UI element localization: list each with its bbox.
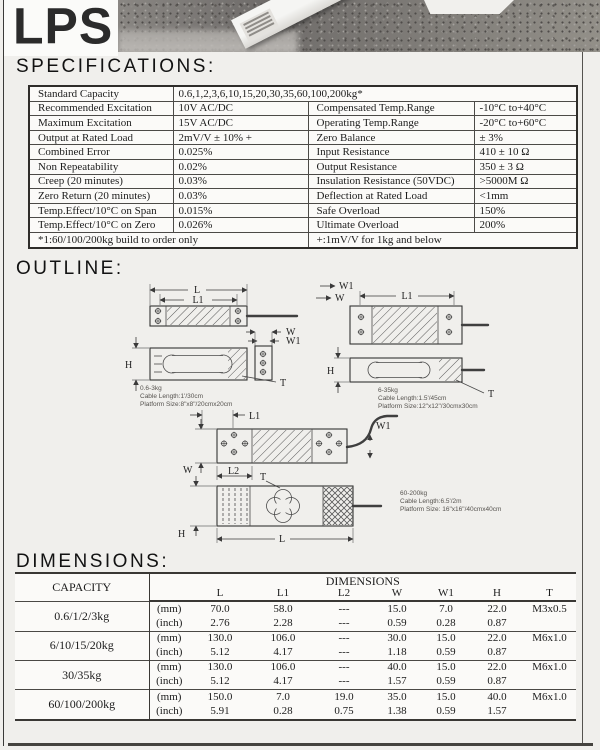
table-row xyxy=(15,601,576,616)
specifications-table xyxy=(28,85,578,249)
dim-label-W: W xyxy=(183,465,193,476)
caption-cable: Cable Length:1.5'/45cm xyxy=(378,395,447,402)
dim-label-H: H xyxy=(327,366,335,377)
capacity-cell: 60/100/200kg xyxy=(15,690,149,720)
caption-cable: Cable Length:1'/30cm xyxy=(140,393,204,400)
thread-cell: M6x1.0 xyxy=(523,690,576,705)
spec-label: Ultimate Overload xyxy=(308,218,474,233)
spec-value: 0.6,1,2,3,6,10,15,20,30,35,60,100,200kg* xyxy=(173,86,577,101)
product-photo xyxy=(118,0,600,52)
dim-value-inch: --- xyxy=(338,675,350,688)
page-border-left xyxy=(3,0,4,746)
dim-value-mm: 15.0 xyxy=(421,660,471,675)
table-row xyxy=(29,86,577,101)
dim-value-inch: 1.57 xyxy=(387,675,407,688)
thread-cell-empty xyxy=(523,646,576,661)
dim-label-T: T xyxy=(488,389,495,400)
table-row xyxy=(29,174,577,189)
spec-footnote-left: *1:60/100/200kg build to order only xyxy=(29,232,308,247)
table-row xyxy=(29,130,577,145)
unit-column-header xyxy=(149,588,189,601)
table-row xyxy=(29,159,577,174)
dim-value-mm: 106.0 xyxy=(251,631,315,646)
spec-value: 0.015% xyxy=(173,203,308,218)
caption-platform: Platform Size:12"x12"/30cmx30cm xyxy=(378,403,478,410)
dim-value-inch: 0.59 xyxy=(436,704,456,717)
dim-value-inch: 0.59 xyxy=(387,616,407,629)
caption-large-capacity xyxy=(400,490,501,513)
caption-range: 60-200kg xyxy=(400,490,428,497)
dim-value-inch: 5.12 xyxy=(210,646,230,659)
spec-value: 200% xyxy=(474,218,577,233)
dimensions-heading: DIMENSIONS: xyxy=(16,551,170,572)
spec-value: 2mV/V ± 10% + xyxy=(173,130,308,145)
dim-value-mm: 22.0 xyxy=(471,631,523,646)
dim-value-inch: --- xyxy=(338,616,350,629)
spec-label: Non Repeatability xyxy=(29,159,173,174)
dim-label-L2: L2 xyxy=(228,466,240,477)
spec-label: Input Resistance xyxy=(308,145,474,160)
spec-value: 410 ± 10 Ω xyxy=(474,145,577,160)
spec-value: >5000M Ω xyxy=(474,174,577,189)
unit-cell: (inch) xyxy=(156,646,183,659)
loadcell-photo-image xyxy=(231,0,381,49)
table-row xyxy=(29,116,577,131)
thread-cell: M3x0.5 xyxy=(523,601,576,616)
dim-value-inch: 0.75 xyxy=(334,704,354,717)
spec-label: Temp.Effect/10°C on Zero xyxy=(29,218,173,233)
spec-label: Output at Rated Load xyxy=(29,130,173,145)
col-header-L1: L1 xyxy=(251,588,315,601)
dim-table-head xyxy=(15,573,576,601)
dim-value-mm: 150.0 xyxy=(189,690,251,705)
dim-label-L1: L1 xyxy=(401,291,413,302)
spec-label: Zero Balance xyxy=(308,130,474,145)
spec-label: Operating Temp.Range xyxy=(308,116,474,131)
spec-label: Output Resistance xyxy=(308,159,474,174)
dim-value-inch: 1.57 xyxy=(487,704,507,717)
page-border-bottom xyxy=(8,743,593,746)
dim-value-mm: 7.0 xyxy=(251,690,315,705)
spec-value: 0.03% xyxy=(173,189,308,204)
spec-table-body xyxy=(29,86,577,248)
unit-cell: (mm) xyxy=(149,631,189,646)
spec-label: Insulation Resistance (50VDC) xyxy=(308,174,474,189)
dim-value-mm: 130.0 xyxy=(189,631,251,646)
unit-cell: (mm) xyxy=(149,601,189,616)
dim-value-mm: 40.0 xyxy=(373,660,421,675)
dim-label-W: W xyxy=(335,293,345,304)
spec-value: 150% xyxy=(474,203,577,218)
dim-value-inch: 0.59 xyxy=(436,646,456,659)
dimensions-group-header: DIMENSIONS xyxy=(325,573,400,588)
thread-cell-empty xyxy=(523,675,576,690)
col-header-L: L xyxy=(189,588,251,601)
spec-label: Deflection at Rated Load xyxy=(308,189,474,204)
dim-value-inch: 0.59 xyxy=(436,675,456,688)
dim-label-H: H xyxy=(125,360,133,371)
dim-value-inch: 0.28 xyxy=(273,704,293,717)
dim-value-mm: --- xyxy=(315,660,373,675)
capacity-header: CAPACITY xyxy=(15,573,149,601)
dim-label-W: W xyxy=(286,327,296,338)
dim-value-inch: --- xyxy=(338,646,350,659)
table-row xyxy=(29,218,577,233)
col-header-L2: L2 xyxy=(315,588,373,601)
spec-value: 15V AC/DC xyxy=(173,116,308,131)
dim-value-mm: 15.0 xyxy=(421,631,471,646)
table-row xyxy=(29,101,577,116)
dim-value-inch: 0.28 xyxy=(436,616,456,629)
spec-value: 0.03% xyxy=(173,174,308,189)
thread-cell: M6x1.0 xyxy=(523,631,576,646)
table-row xyxy=(15,690,576,705)
outline-heading: OUTLINE: xyxy=(16,258,124,279)
dim-value-inch: 1.38 xyxy=(387,704,407,717)
caption-platform: Platform Size: 16"x16"/40cmx40cm xyxy=(400,506,502,513)
spec-label: Creep (20 minutes) xyxy=(29,174,173,189)
spec-label: Safe Overload xyxy=(308,203,474,218)
capacity-cell: 6/10/15/20kg xyxy=(15,631,149,660)
caption-range: 6-35kg xyxy=(378,387,398,394)
spec-label: Maximum Excitation xyxy=(29,116,173,131)
table-row xyxy=(29,232,577,247)
capacity-cell: 0.6/1/2/3kg xyxy=(15,601,149,631)
dim-value-inch: 1.18 xyxy=(387,646,407,659)
dim-value-mm: 40.0 xyxy=(471,690,523,705)
spec-value: <1mm xyxy=(474,189,577,204)
spec-label: Compensated Temp.Range xyxy=(308,101,474,116)
dim-label-L: L xyxy=(278,534,286,545)
caption-small-capacity xyxy=(140,385,232,408)
spec-value: 350 ± 3 Ω xyxy=(474,159,577,174)
dim-value-mm: 15.0 xyxy=(421,690,471,705)
spec-label: Temp.Effect/10°C on Span xyxy=(29,203,173,218)
dim-value-mm: 15.0 xyxy=(373,601,421,616)
spec-value: -20°C to+60°C xyxy=(474,116,577,131)
spec-footnote-right: +:1mV/V for 1kg and below xyxy=(308,232,577,247)
spec-value: 0.02% xyxy=(173,159,308,174)
dim-label-W1: W1 xyxy=(339,281,354,292)
unit-cell: (mm) xyxy=(149,660,189,675)
dim-label-H: H xyxy=(178,529,186,540)
table-row xyxy=(15,631,576,646)
drawing-large-capacity xyxy=(178,410,501,545)
table-row xyxy=(29,189,577,204)
dim-value-mm: 7.0 xyxy=(421,601,471,616)
dim-value-mm: --- xyxy=(315,601,373,616)
platform-block-image xyxy=(424,0,514,14)
spec-label: Recommended Excitation xyxy=(29,101,173,116)
caption-medium-capacity xyxy=(378,387,478,410)
thread-cell-empty xyxy=(523,705,576,720)
dim-value-inch: 4.17 xyxy=(273,646,293,659)
spec-label: Standard Capacity xyxy=(29,86,173,101)
dim-value-inch: 5.12 xyxy=(210,675,230,688)
drawing-medium-capacity xyxy=(316,281,494,410)
dim-label-L: L xyxy=(193,285,201,296)
table-row xyxy=(29,203,577,218)
page-border-right xyxy=(582,48,583,744)
dim-value-inch: 2.76 xyxy=(210,616,230,629)
col-header-H: H xyxy=(471,588,523,601)
spec-value: 0.025% xyxy=(173,145,308,160)
dim-value-inch: 0.87 xyxy=(487,646,507,659)
dim-value-inch: 0.87 xyxy=(487,616,507,629)
unit-cell: (inch) xyxy=(156,704,183,717)
dim-value-mm: --- xyxy=(315,631,373,646)
caption-cable: Cable Length:6.5'/2m xyxy=(400,498,462,505)
spec-label: Zero Return (20 minutes) xyxy=(29,189,173,204)
spec-value: -10°C to+40°C xyxy=(474,101,577,116)
table-row xyxy=(15,660,576,675)
dim-value-mm: 106.0 xyxy=(251,660,315,675)
dim-value-mm: 22.0 xyxy=(471,601,523,616)
unit-cell: (inch) xyxy=(156,675,183,688)
caption-range: 0.6-3kg xyxy=(140,385,162,392)
col-header-W: W xyxy=(373,588,421,601)
dim-value-inch: 4.17 xyxy=(273,675,293,688)
spec-label: Combined Error xyxy=(29,145,173,160)
dim-value-mm: 19.0 xyxy=(315,690,373,705)
dim-table-body xyxy=(15,601,576,720)
specifications-heading: SPECIFICATIONS: xyxy=(16,56,216,77)
dim-label-L1: L1 xyxy=(249,411,261,422)
dim-value-inch: 5.91 xyxy=(210,704,230,717)
table-row xyxy=(29,145,577,160)
unit-cell: (mm) xyxy=(149,690,189,705)
dim-value-inch: 0.87 xyxy=(487,675,507,688)
dim-label-L1: L1 xyxy=(192,295,204,306)
drawing-small-capacity xyxy=(125,284,300,408)
col-header-T: T xyxy=(523,588,576,601)
spec-value: 10V AC/DC xyxy=(173,101,308,116)
dim-value-mm: 70.0 xyxy=(189,601,251,616)
dim-value-mm: 30.0 xyxy=(373,631,421,646)
unit-cell: (inch) xyxy=(156,616,183,629)
product-logo: LPS xyxy=(13,0,114,55)
dim-value-mm: 22.0 xyxy=(471,660,523,675)
dimensions-table xyxy=(15,572,576,721)
dim-value-mm: 35.0 xyxy=(373,690,421,705)
spec-value: 0.026% xyxy=(173,218,308,233)
dim-label-T: T xyxy=(280,378,287,389)
caption-platform: Platform Size:8"x8"/20cmx20cm xyxy=(140,401,233,408)
thread-cell-empty xyxy=(523,616,576,631)
dim-label-T: T xyxy=(260,472,267,483)
dim-value-inch: 2.28 xyxy=(273,616,293,629)
col-header-W1: W1 xyxy=(421,588,471,601)
outline-drawing xyxy=(20,280,580,550)
dim-value-mm: 58.0 xyxy=(251,601,315,616)
dim-label-W1: W1 xyxy=(376,421,391,432)
capacity-cell: 30/35kg xyxy=(15,660,149,689)
dim-label-W1: W1 xyxy=(286,336,301,347)
spec-value: ± 3% xyxy=(474,130,577,145)
thread-cell: M6x1.0 xyxy=(523,660,576,675)
dim-value-mm: 130.0 xyxy=(189,660,251,675)
